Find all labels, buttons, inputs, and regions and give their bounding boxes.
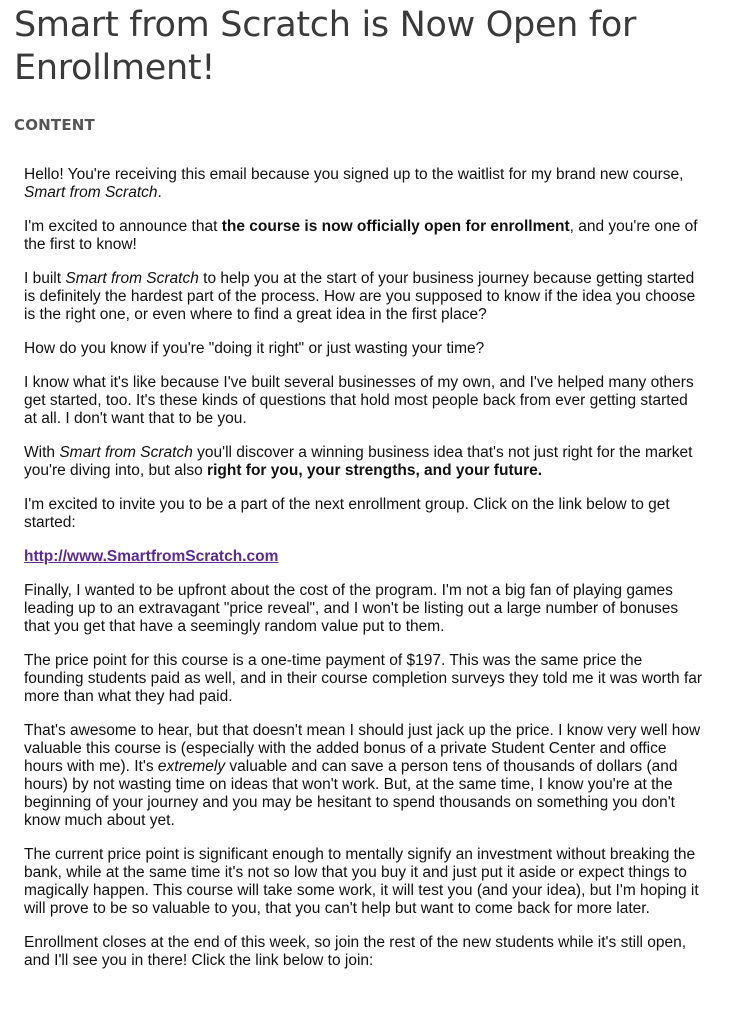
paragraph-invite: I'm excited to invite you to be a part of the next enrollment group. Click on the link below to get started:	[24, 496, 670, 531]
paragraph-question: How do you know if you're "doing it right" or just wasting your time?	[24, 340, 485, 357]
text-run: I'm excited to announce that	[24, 218, 222, 235]
emphasis-text: extremely	[157, 758, 226, 775]
paragraph-announcement	[24, 218, 704, 254]
paragraph-purpose	[24, 270, 704, 324]
text-run: That's awesome to hear, but that doesn't mean I should just jack up the price. I know very well how valuable this course is (especially with the added bonus of a private Student Center and office hours with me). It's	[24, 722, 701, 775]
course-name: Smart from Scratch	[59, 444, 193, 461]
paragraph-value	[24, 722, 704, 830]
paragraph-price: The price point for this course is a one-time payment of $197. This was the same price the founding students paid as well, and in their course completion surveys they told me it was worth far more than what they had paid.	[24, 652, 703, 705]
text-run: .	[157, 184, 162, 201]
text-run: , and you're one of the first to know!	[24, 218, 698, 253]
text-run: valuable and can save a person tens of thousands of dollars (and hours) by not wasting time on ideas that won't work. But, at the same time, I know you're at the beginning of your journey and you may be hesitant to spend thousands on something you don't know much about yet.	[24, 758, 678, 829]
page-title: Smart from Scratch is Now Open for Enrollment!	[14, 5, 637, 88]
content-section-label: CONTENT	[14, 116, 95, 134]
paragraph-cost: Finally, I wanted to be upfront about the cost of the program. I'm not a big fan of playing games leading up to an extravagant "price reveal", and I won't be listing out a large number of bonuses that you get that have a seemingly random value put to them.	[24, 582, 679, 635]
text-run: Hello! You're receiving this email because you signed up to the waitlist for my brand new course,	[24, 166, 684, 183]
email-body	[24, 166, 704, 986]
paragraph-experience: I know what it's like because I've built several businesses of my own, and I've helped many others get started, too. It's these kinds of questions that hold most people back from ever getting started at all. I don't want that to be you.	[24, 374, 694, 427]
paragraph-link	[24, 548, 704, 566]
course-name: Smart from Scratch	[65, 270, 199, 287]
paragraph-closing: Enrollment closes at the end of this week, so join the rest of the new students while it's still open, and I'll see you in there! Click the link below to join:	[24, 934, 687, 969]
text-run: With	[24, 444, 60, 461]
paragraph-investment: The current price point is significant enough to mentally signify an investment without breaking the bank, while at the same time it's not so low that you buy it and just put it aside or expect things to magically happen. This course will take some work, it will test you (and your idea), but I'm hoping it will prove to be so valuable to you, that you can't help but want to come back for more later.	[24, 846, 699, 917]
paragraph-benefit	[24, 444, 704, 480]
paragraph-greeting	[24, 166, 704, 202]
bold-text: right for you, your strengths, and your future.	[207, 462, 543, 479]
text-run: you'll discover a winning business idea that's not just right for the market you're diving into, but also	[24, 444, 693, 479]
course-link[interactable]: http://www.SmartfromScratch.com	[24, 548, 279, 565]
text-run: to help you at the start of your business journey because getting started is definitely the hardest part of the process. How are you supposed to know if the idea you choose is the right one, or even where to find a great idea in the first place?	[24, 270, 696, 323]
bold-text: the course is now officially open for enrollment	[221, 218, 570, 235]
text-run: I built	[24, 270, 66, 287]
course-name: Smart from Scratch	[24, 184, 158, 201]
